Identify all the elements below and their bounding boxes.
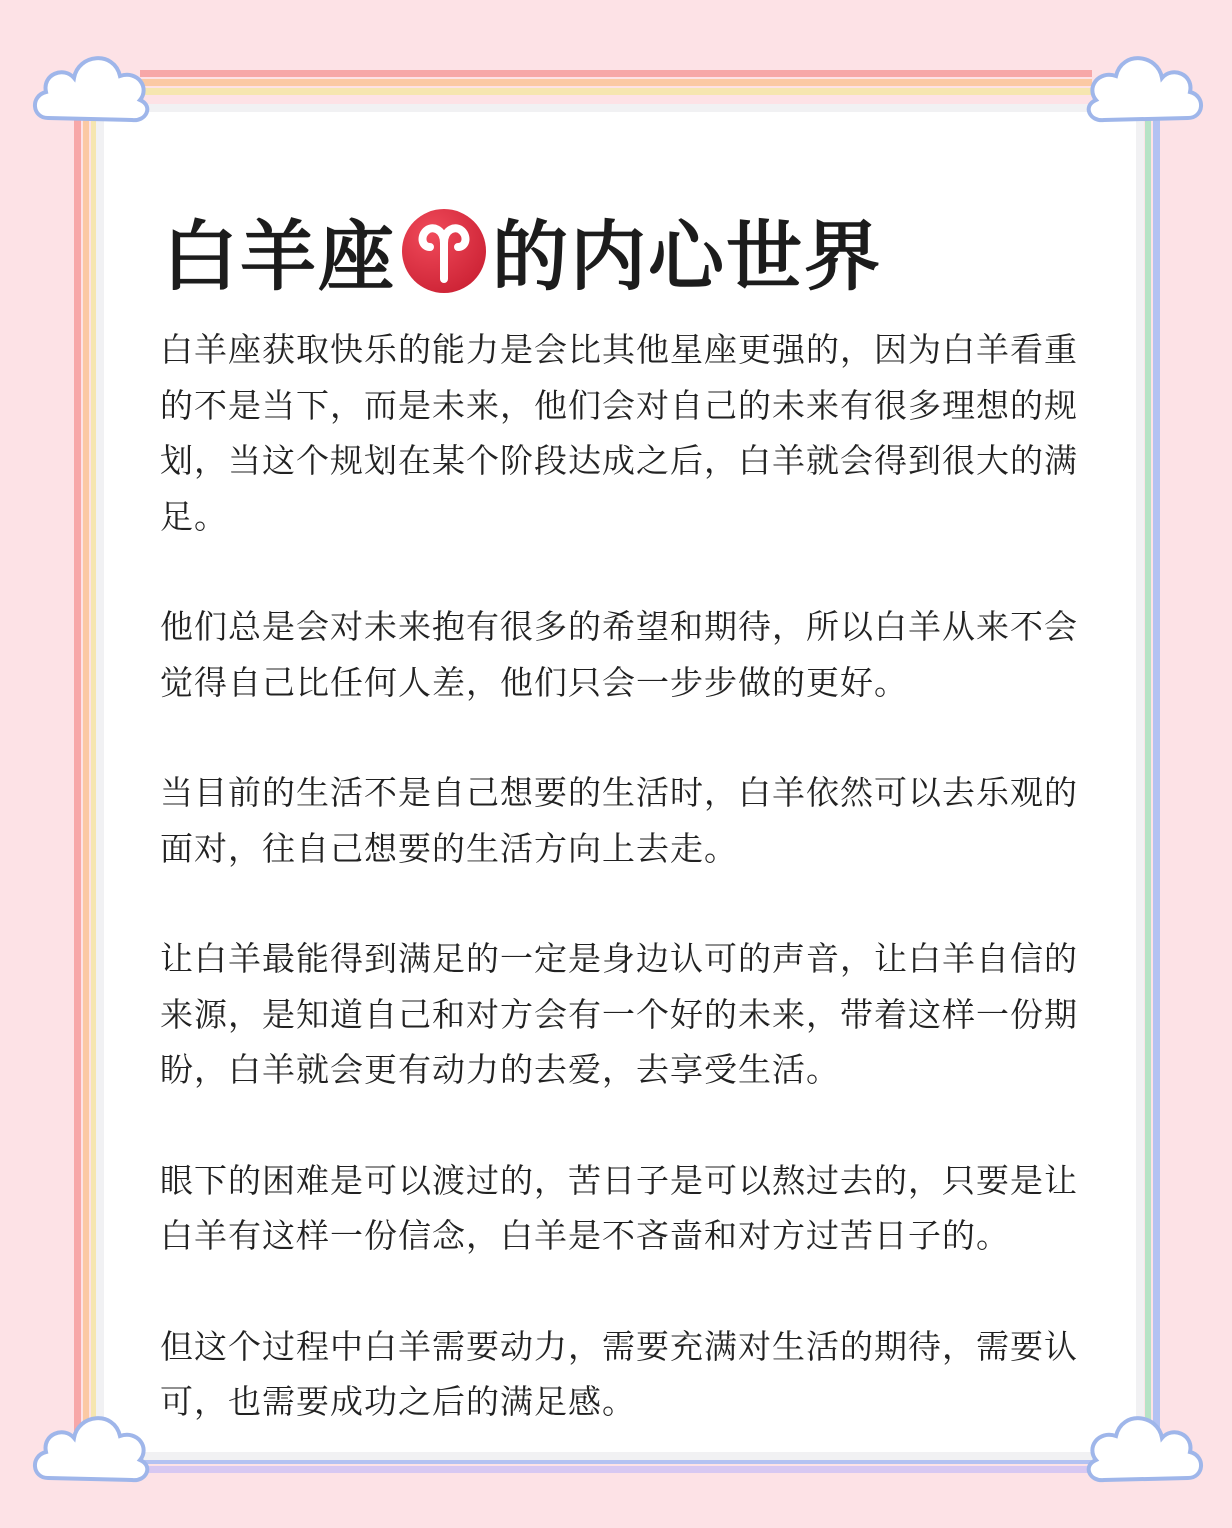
paragraph: 但这个过程中白羊需要动力，需要充满对生活的期待，需要认可，也需要成功之后的满足感。 [160, 1326, 1078, 1421]
paragraph: 让白羊最能得到满足的一定是身边认可的声音，让白羊自信的来源，是知道自己和对方会有一个好的未来，带着这样一份期盼，白羊就会更有动力的去爱，去享受生活。 [160, 939, 1078, 1089]
cloud-icon-top-right [1080, 40, 1210, 130]
paragraph: 白羊座获取快乐的能力是会比其他星座更强的，因为白羊看重的不是当下，而是未来，他们会对自己的未来有很多理想的规划，当这个规划在某个阶段达成之后，白羊就会得到很大的满足。 [160, 330, 1078, 536]
frame-right-stripes [1136, 100, 1162, 1440]
title-text-before: 白羊座 [162, 212, 396, 301]
cloud-icon-bottom-left [26, 1400, 156, 1490]
title-text-after: 的内心世界 [492, 212, 882, 301]
paragraph: 当目前的生活不是自己想要的生活时，白羊依然可以去乐观的面对，往自己想要的生活方向上去走。 [160, 773, 1078, 868]
paragraph: 眼下的困难是可以渡过的，苦日子是可以熬过去的，只要是让白羊有这样一份信念，白羊是不吝啬和对方过苦日子的。 [160, 1160, 1078, 1255]
cloud-icon-bottom-right [1080, 1400, 1210, 1490]
page-title [162, 196, 882, 305]
article-body [160, 322, 1080, 1485]
frame-left-stripes [74, 100, 100, 1440]
paragraph: 他们总是会对未来抱有很多的希望和期待，所以白羊从来不会觉得自己比任何人差，他们只会一步步做的更好。 [160, 607, 1078, 702]
aries-symbol-icon [402, 209, 486, 293]
cloud-icon-top-left [26, 40, 156, 130]
frame-top-stripes [140, 70, 1092, 96]
